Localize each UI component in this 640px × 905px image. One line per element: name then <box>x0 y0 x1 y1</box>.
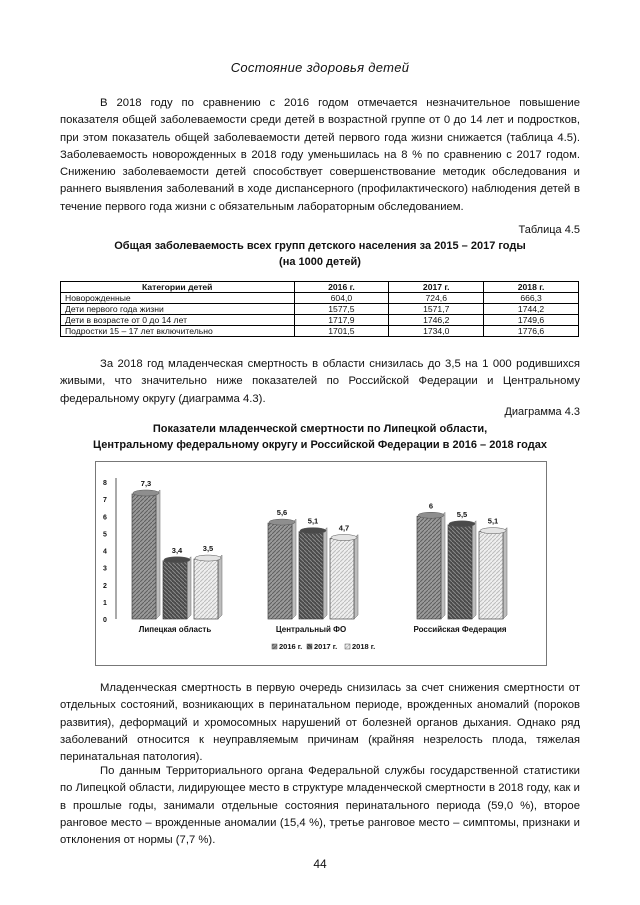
bar-value-label: 3,5 <box>202 544 214 554</box>
bar-side <box>503 528 507 619</box>
table-cell: 1776,6 <box>484 326 579 337</box>
x-category-label: Российская Федерация <box>413 625 507 634</box>
table-cell: 1717,9 <box>294 315 389 326</box>
bar-value-label: 7,3 <box>140 478 152 488</box>
table-cell: 1571,7 <box>389 304 484 315</box>
bar <box>448 525 472 619</box>
paragraph-mortality-causes: Младенческая смертность в первую очередь снизилась за счет снижения смертности от отдельных состояний, возникающих в перинатальном периоде, врожденных аномалий (пороков развития), деформаций и хромосомных нарушений от болезней органов дыхания. Однако ряд заболеваний относится к неуправляемым причинам (крайняя незрелость плода, тяжелая перинатальная патология). <box>60 682 580 764</box>
table-cell: 1734,0 <box>389 326 484 337</box>
y-tick-label: 1 <box>103 599 107 607</box>
bar <box>132 494 156 619</box>
table-cell: Подростки 15 – 17 лет включительно <box>61 326 295 337</box>
table-cell: 1577,5 <box>294 304 389 315</box>
bar <box>417 516 441 619</box>
table-cell: 1749,6 <box>484 315 579 326</box>
y-tick-label: 4 <box>103 548 107 556</box>
legend-label: 2016 г. <box>279 642 303 651</box>
bar-value-label: 3,4 <box>171 545 183 555</box>
y-tick-label: 2 <box>103 582 107 590</box>
bar <box>268 523 292 619</box>
y-tick-label: 6 <box>103 514 107 522</box>
y-tick-label: 7 <box>103 497 107 505</box>
header-2016: 2016 г. <box>294 282 389 293</box>
legend-label: 2017 г. <box>314 642 338 651</box>
table-cell: 1746,2 <box>389 315 484 326</box>
bar-value-label: 5,5 <box>456 509 468 519</box>
bar <box>194 559 218 619</box>
bar-top <box>269 519 295 525</box>
table-cell: 724,6 <box>389 293 484 304</box>
bar-side <box>156 490 160 619</box>
legend-swatch <box>345 644 350 649</box>
header-category: Категории детей <box>61 282 295 293</box>
bar-value-label: 5,1 <box>487 516 499 526</box>
paragraph-infant-mortality: За 2018 год младенческая смертность в области снизилась до 3,5 на 1 000 родившихся живыми, что значительно ниже показателей по Российской Федерации и Центральному федеральному округу (диаграмма 4.3). <box>60 358 580 405</box>
x-category-label: Липецкая область <box>138 625 212 634</box>
bar-side <box>441 512 445 619</box>
chart-caption-line-2: Центральному федеральному округу и Российской Федерации в 2016 – 2018 годах <box>93 439 547 451</box>
chart-caption-line-1: Показатели младенческой смертности по Липецкой области, <box>152 423 488 435</box>
table-caption <box>60 238 580 270</box>
bar-chart-svg <box>96 462 546 665</box>
table-cell: 604,0 <box>294 293 389 304</box>
header-2018: 2018 г. <box>484 282 579 293</box>
table-number: Таблица 4.5 <box>518 224 580 236</box>
bar <box>299 532 323 619</box>
table-cell: Дети первого года жизни <box>61 304 295 315</box>
paragraph-mortality-structure: По данным Территориального органа Федеральной службы государственной статистики по Липецкой области, лидирующее место в структуре младенческой смертности в 2018 году, как и в прошлые годы, занимали отдельные состояния перинатального периода (59,0 %), второе ранговое место – врожденные аномалии (15,4 %), третье ранговое место – симптомы, признаки и отклонения от нормы (7,7 %). <box>60 765 580 847</box>
bar-side <box>323 528 327 619</box>
table-header-row <box>61 282 579 293</box>
bar <box>163 561 187 619</box>
table-row <box>61 326 579 337</box>
infant-mortality-chart <box>95 461 547 666</box>
y-tick-label: 3 <box>103 565 107 573</box>
paragraph-morbidity: В 2018 году по сравнению с 2016 годом отмечается незначительное повышение показателя общей заболеваемости среди детей в возрастной группе от 0 до 14 лет и подростков, при этом показатель общей заболеваемости детей первого года жизни снижается (таблица 4.5). Заболеваемость новорожденных в 2018 году уменьшилась на 8 % по сравнению с 2017 годом. Снижению заболеваемости детей способствует совершенствование методик обследования и раннего выявления заболеваний в ходе диспансерного (профилактического) наблюдения детей в течение первого года жизни с обязательным лабораторным обследованием. <box>60 97 580 213</box>
bar-value-label: 5,1 <box>307 516 319 526</box>
table-caption-line-2: (на 1000 детей) <box>279 256 361 268</box>
chart-caption <box>60 421 580 453</box>
bar-side <box>472 521 476 619</box>
bar-top <box>300 528 326 534</box>
bar-top <box>418 512 444 518</box>
x-category-label: Центральный ФО <box>275 625 347 634</box>
bar-side <box>218 555 222 619</box>
morbidity-table <box>60 281 579 337</box>
bar-top <box>480 528 506 534</box>
bar-value-label: 4,7 <box>338 523 350 533</box>
table-cell: 666,3 <box>484 293 579 304</box>
bar-value-label: 5,6 <box>276 508 288 518</box>
bar-side <box>354 535 358 619</box>
legend-swatch <box>272 644 277 649</box>
bar-top <box>331 535 357 541</box>
running-title: Состояние здоровья детей <box>230 60 410 75</box>
diagram-number: Диаграмма 4.3 <box>504 406 580 418</box>
bar-top <box>195 555 221 561</box>
table-caption-line-1: Общая заболеваемость всех групп детского населения за 2015 – 2017 годы <box>114 240 526 252</box>
table-cell: 1701,5 <box>294 326 389 337</box>
legend-label: 2018 г. <box>352 642 376 651</box>
table-row <box>61 315 579 326</box>
page-number: 44 <box>313 857 327 871</box>
bar-top <box>164 557 190 563</box>
header-2017: 2017 г. <box>389 282 484 293</box>
table-row <box>61 293 579 304</box>
bar-top <box>449 521 475 527</box>
y-tick-label: 5 <box>103 531 107 539</box>
bar-side <box>292 519 296 619</box>
bar-side <box>187 557 191 619</box>
y-tick-label: 8 <box>103 480 107 487</box>
table-cell: Новорожденные <box>61 293 295 304</box>
bar <box>479 532 503 619</box>
table-cell: 1744,2 <box>484 304 579 315</box>
bar <box>330 539 354 619</box>
table-row <box>61 304 579 315</box>
y-tick-label: 0 <box>103 617 107 624</box>
bar-top <box>133 490 159 496</box>
table-cell: Дети в возрасте от 0 до 14 лет <box>61 315 295 326</box>
bar-value-label: 6 <box>428 501 434 511</box>
legend-swatch <box>307 644 312 649</box>
